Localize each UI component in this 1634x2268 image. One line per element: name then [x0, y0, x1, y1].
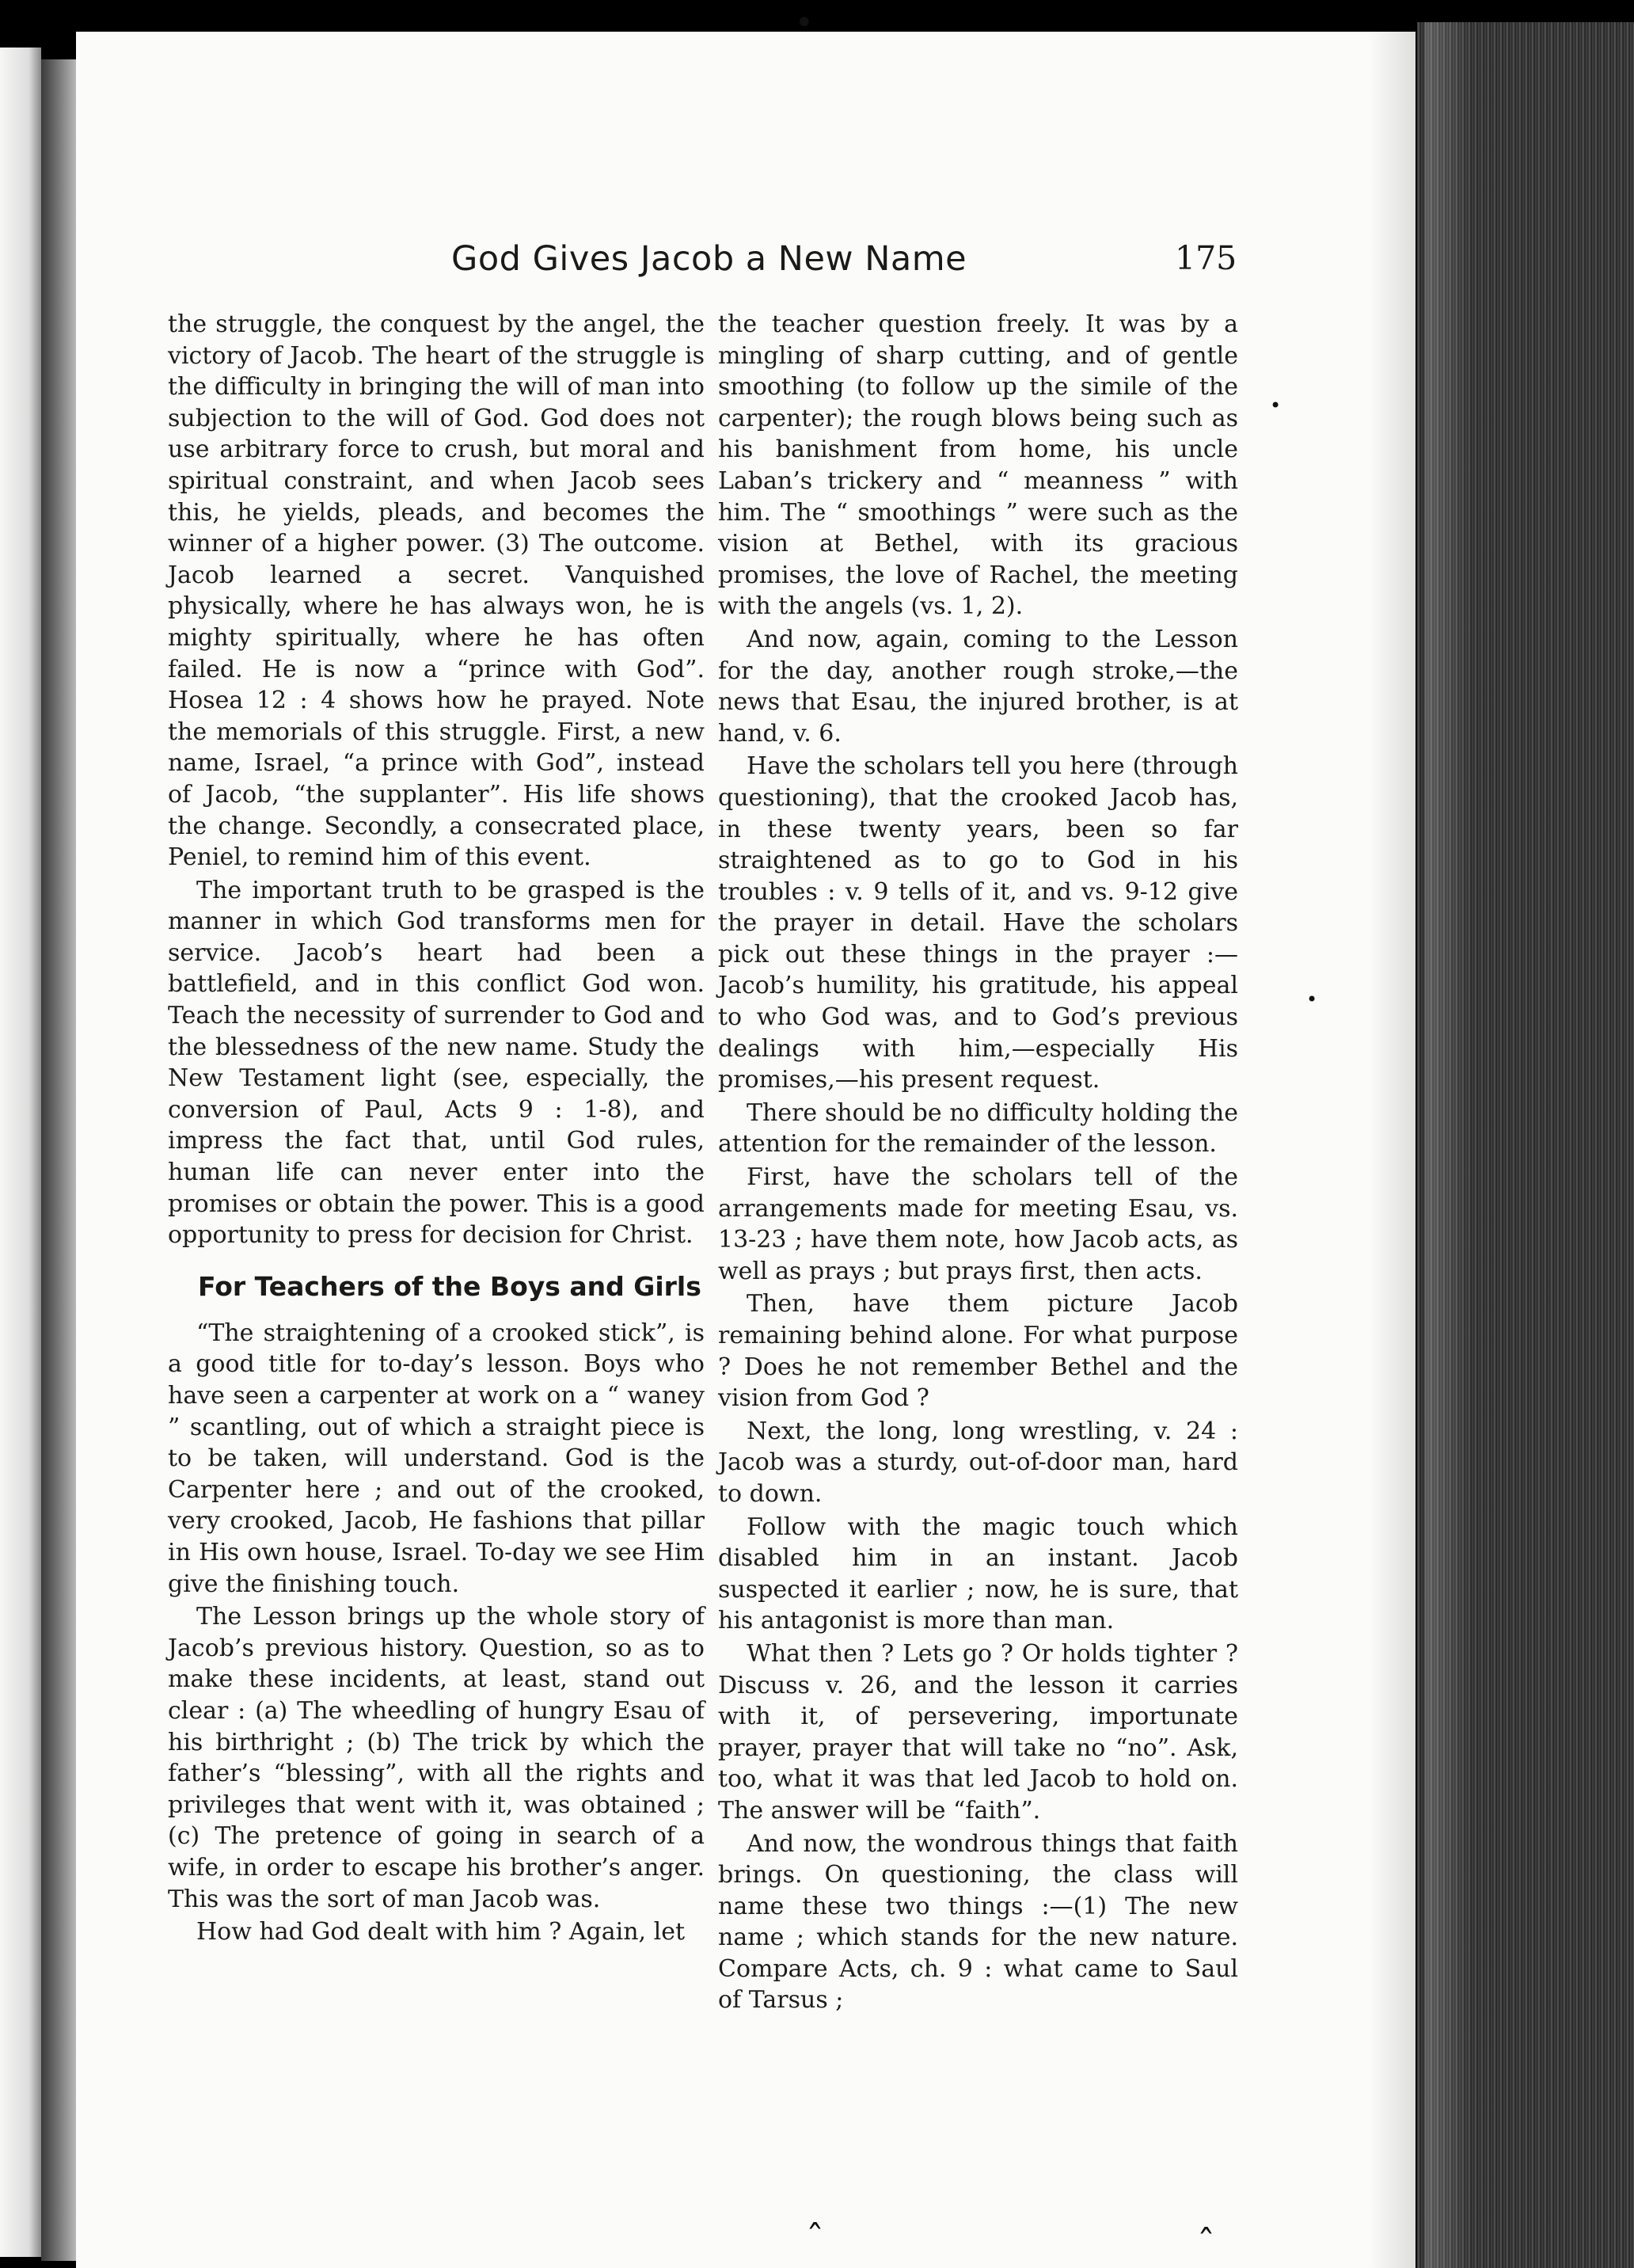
- body-paragraph: Next, the long, long wrestling, v. 24 : Jacob was a sturdy, out-of-door man, hard to down.: [718, 1417, 1238, 1508]
- left-page-edge: [0, 48, 41, 2257]
- left-column: [168, 309, 705, 1948]
- book-gutter: [41, 59, 76, 2261]
- body-paragraph: First, have the scholars tell of the arrangements made for meeting Esau, vs. 13-23 ; have them note, how Jacob acts, as well as prays ; but prays first, then acts.: [718, 1163, 1238, 1285]
- body-paragraph: the struggle, the conquest by the angel, the victory of Jacob. The heart of the struggle is the difficulty in bringing the will of man into subjection to the will of God. God does not use arbitrary force to crush, but moral and spiritual constraint, and when Jacob sees this, he yields, pleads, and becomes the winner of a higher power. (3) The outcome. Jacob learned a secret. Vanquished physically, where he has always won, he is mighty spiritually, where he has often failed. He is now a “prince with God”. Hosea 12 : 4 shows how he prayed. Note the memorials of this struggle. First, a new name, Israel, “a prince with God”, instead of Jacob, “the supplanter”. His life shows the change. Secondly, a consecrated place, Peniel, to remind him of this event.: [168, 310, 705, 872]
- body-paragraph: There should be no difficulty holding the attention for the remainder of the lesson.: [718, 1098, 1238, 1159]
- body-paragraph: The important truth to be grasped is the manner in which God transforms men for service. Jacob’s heart had been a battlefield, and in this conflict God won. Teach the necessity of surrender to God and the blessedness of the new name. Study the New Testament light (see, especially, the conversion of Paul, Acts 9 : 1-8), and impress the fact that, until God rules, human life can never enter into the promises or obtain the power. This is a good opportunity to press for decision for Christ.: [168, 876, 705, 1250]
- body-paragraph: Have the scholars tell you here (through questioning), that the crooked Jacob has, in these twenty years, been so far straightened as to go to God in his troubles : v. 9 tells of it, and vs. 9-12 give the prayer in detail. Have the scholars pick out these things in the prayer :—Jacob’s humility, his gratitude, his appeal to who God was, and to God’s previous dealings with him,—especially His promises,—his present request.: [718, 752, 1238, 1094]
- body-paragraph: And now, again, coming to the Lesson for the day, another rough stroke,—the news that Esau, the injured brother, is at hand, v. 6.: [718, 625, 1238, 748]
- body-paragraph: “The straightening of a crooked stick”, is a good title for to-day’s lesson. Boys who have seen a carpenter at work on a “ waney ” scantling, out of which a straight piece is to be taken, will understand. God is the Carpenter here ; and out of the crooked, very crooked, Jacob, He fashions that pillar in His own house, Israel. To-day we see Him give the finishing touch.: [168, 1319, 705, 1598]
- body-paragraph: How had God dealt with him ? Again, let: [196, 1918, 686, 1946]
- right-column: [718, 309, 1238, 2016]
- speck-mark: ˆ: [1197, 2222, 1215, 2265]
- speck-mark: •: [1306, 988, 1318, 1010]
- body-paragraph: Then, have them picture Jacob remaining behind alone. For what purpose ? Does he not remember Bethel and the vision from God ?: [718, 1290, 1238, 1413]
- body-paragraph: the teacher question freely. It was by a mingling of sharp cutting, and of gentle smoothing (to follow up the simile of the carpenter); the rough blows being such as his banishment from home, his uncle Laban’s trickery and “ meanness ” with him. The “ smoothings ” were such as the vision at Bethel, with its gracious promises, the love of Rachel, the meeting with the angels (vs. 1, 2).: [718, 310, 1238, 621]
- page-shadow: [1370, 32, 1417, 2268]
- running-title: God Gives Jacob a New Name: [451, 239, 967, 279]
- page-edges-highlight: [1425, 22, 1472, 2268]
- body-paragraph: And now, the wondrous things that faith brings. On questioning, the class will name these two things :—(1) The new name ; which stands for the new nature. Compare Acts, ch. 9 : what came to Saul of Tarsus ;: [718, 1829, 1238, 2015]
- speck-mark: ˆ: [806, 2217, 824, 2260]
- page-number: 175: [1175, 239, 1237, 277]
- body-paragraph: Follow with the magic touch which disabled him in an instant. Jacob suspected it earlier ; now, he is sure, that his antagonist is more than man.: [718, 1513, 1238, 1635]
- body-paragraph: What then ? Lets go ? Or holds tighter ? Discuss v. 26, and the lesson it carries with it, of persevering, importunate prayer, prayer that will take no “no”. Ask, too, what it was that led Jacob to hold on. The answer will be “faith”.: [718, 1639, 1238, 1825]
- body-paragraph: The Lesson brings up the whole story of Jacob’s previous history. Question, so as to make these incidents, at least, stand out clear : (a) The wheedling of hungry Esau of his birthright ; (b) The trick by which the father’s “blessing”, with all the rights and privileges that went with it, was obtained ; (c) The pretence of going in search of a wife, in order to escape his brother’s anger. This was the sort of man Jacob was.: [168, 1603, 705, 1913]
- speck-mark: •: [795, 5, 814, 41]
- section-heading: For Teachers of the Boys and Girls: [198, 1270, 701, 1302]
- speck-mark: •: [1270, 394, 1282, 417]
